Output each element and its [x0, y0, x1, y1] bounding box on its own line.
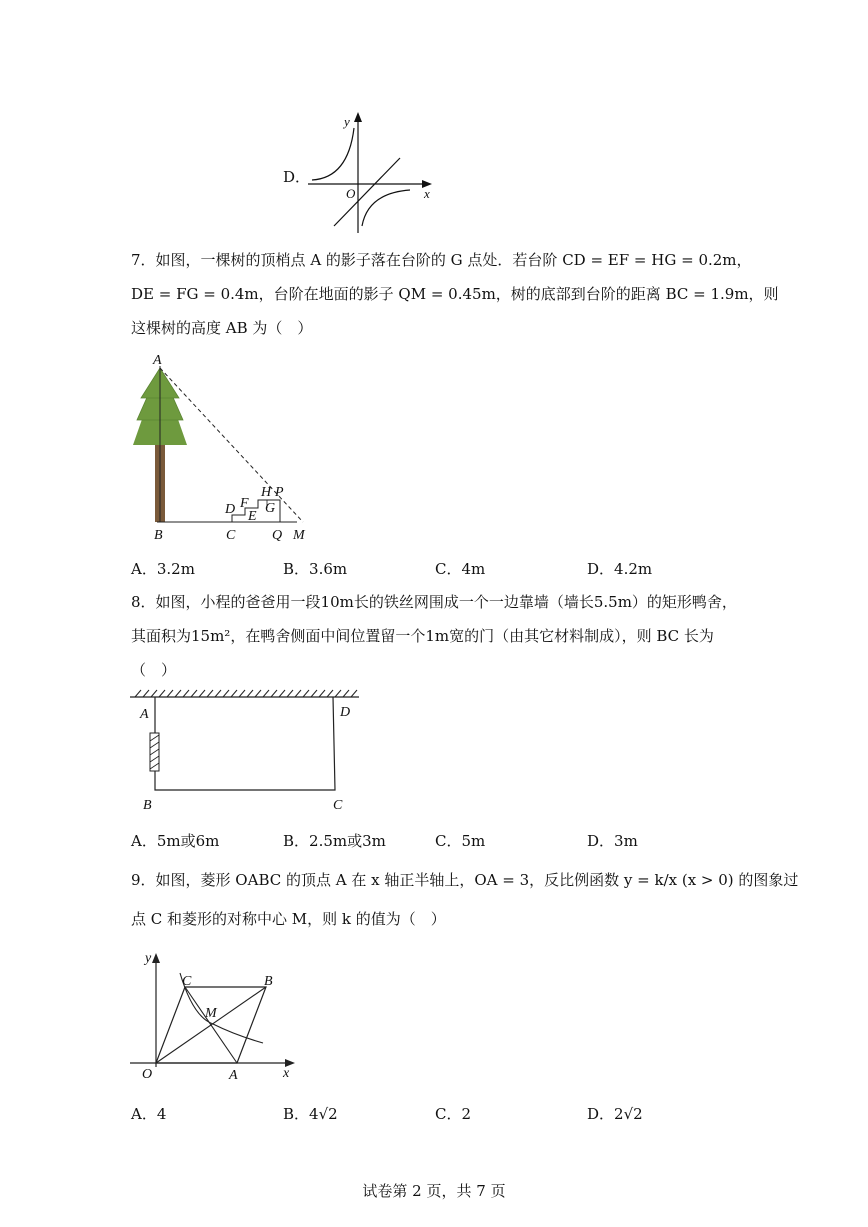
q7-option-c: C．4m [435, 560, 486, 578]
q8-duck-house-figure [125, 685, 365, 815]
q7-option-d: D．4.2m [587, 560, 653, 578]
q8-line-2: 其面积为15m²，在鸭舍侧面中间位置留一个1m宽的门（由其它材料制成），则 BC 长为 [131, 627, 714, 645]
q7-option-a: A．3.2m [131, 560, 195, 578]
q9-label-b: B [264, 974, 273, 989]
q9-option-c: C．2 [435, 1105, 472, 1123]
q7-label-m: M [293, 528, 305, 543]
q7-line-1: 7．如图，一棵树的顶梢点 A 的影子落在台阶的 G 点处．若台阶 CD = EF = HG = 0.2m， [131, 251, 752, 269]
q6-x-label: x [424, 186, 430, 201]
q7-label-e: E [248, 509, 257, 524]
q9-line-1: 9．如图，菱形 OABC 的顶点 A 在 x 轴正半轴上，OA = 3，反比例函数 y = k/x (x > 0) 的图象过 [131, 871, 799, 889]
q7-label-c: C [226, 528, 236, 543]
q7-label-h: H [261, 485, 272, 500]
q9-label-x: x [283, 1066, 290, 1081]
q6-origin-label: O [346, 186, 356, 201]
q7-line-2: DE = FG = 0.4m，台阶在地面的影子 QM = 0.45m，树的底部到台阶的距离 BC = 1.9m，则 [131, 285, 779, 303]
q8-option-d: D．3m [587, 832, 638, 850]
q7-tree-figure [125, 350, 325, 545]
q6-option-d-label: D． [283, 168, 311, 186]
q7-option-b: B．3.6m [283, 560, 348, 578]
q8-option-a: A．5m或6m [131, 832, 220, 850]
q8-line-3: （ ） [131, 661, 177, 679]
q7-label-q: Q [272, 528, 283, 543]
q7-label-f: F [240, 496, 249, 511]
page-footer: 试卷第 2 页，共 7 页 [362, 1182, 506, 1200]
q8-label-c: C [333, 798, 343, 813]
q6-option-d-graph [300, 108, 440, 236]
q8-option-c: C．5m [435, 832, 486, 850]
q8-label-d: D [340, 705, 351, 720]
q9-option-a: A．4 [131, 1105, 167, 1123]
q7-label-b: B [154, 528, 163, 543]
q7-label-a: A [153, 353, 162, 368]
q9-rhombus-figure [125, 945, 305, 1085]
q9-label-m: M [205, 1006, 217, 1021]
q9-label-a: A [229, 1068, 238, 1083]
q9-option-b: B．4√2 [283, 1105, 338, 1123]
q7-label-p: P [275, 485, 284, 500]
q7-label-g: G [265, 501, 276, 516]
q7-label-d: D [225, 502, 236, 517]
q9-label-c: C [182, 974, 192, 989]
q8-label-b: B [143, 798, 152, 813]
q8-option-b: B．2.5m或3m [283, 832, 386, 850]
q9-option-d: D．2√2 [587, 1105, 643, 1123]
q6-y-label: y [344, 114, 350, 129]
q8-line-1: 8．如图，小程的爸爸用一段10m长的铁丝网围成一个一边靠墙（墙长5.5m）的矩形鸭舍， [131, 593, 737, 611]
q9-line-2: 点 C 和菱形的对称中心 M，则 k 的值为（ ） [131, 910, 446, 928]
q9-label-o: O [142, 1067, 153, 1082]
q8-label-a: A [140, 707, 149, 722]
q9-label-y: y [145, 951, 152, 966]
q7-line-3: 这棵树的高度 AB 为（ ） [131, 319, 313, 337]
